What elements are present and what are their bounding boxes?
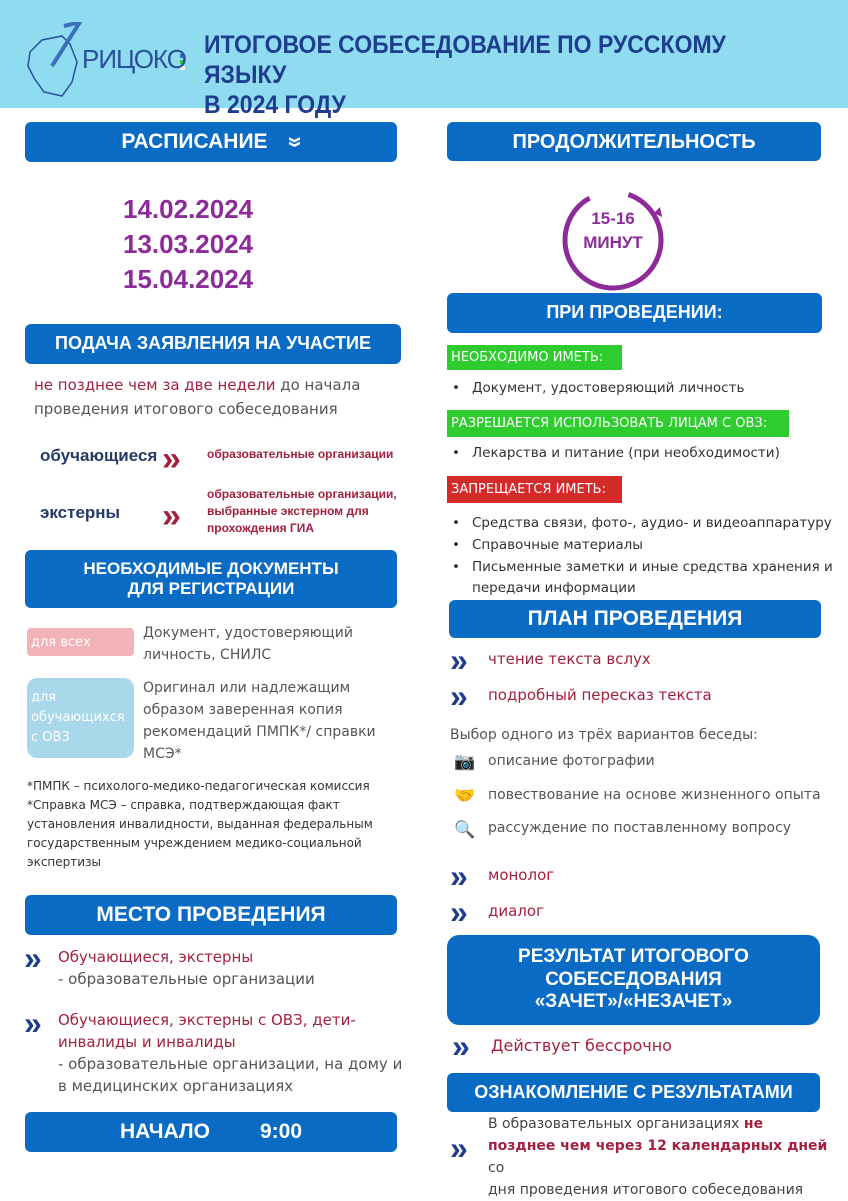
double-chevron-icon: » <box>450 1130 468 1166</box>
chevron-down-icon: » <box>279 136 311 148</box>
where-text: образовательные организации, выбранные экстерном для прохождения ГИА <box>207 487 397 535</box>
double-chevron-icon: » <box>450 678 468 714</box>
double-chevron-icon: » <box>24 940 42 976</box>
who-label: обучающиеся <box>40 446 158 465</box>
documents-header: НЕОБХОДИМЫЕ ДОКУМЕНТЫ ДЛЯ РЕГИСТРАЦИИ <box>25 550 397 608</box>
camera-icon: 📷 <box>454 752 476 771</box>
allowed-label: РАЗРЕШАЕТСЯ ИСПОЛЬЗОВАТЬ ЛИЦАМ С ОВЗ: <box>447 410 789 437</box>
page-title: ИТОГОВОЕ СОБЕСЕДОВАНИЕ ПО РУССКОМУ ЯЗЫКУ В 2024 ГОДУ <box>204 31 726 119</box>
plan-step: подробный пересказ текста <box>488 686 712 704</box>
result-validity: Действует бессрочно <box>491 1036 672 1055</box>
option-item: рассуждение по поставленному вопросу <box>488 820 792 836</box>
application-header: ПОДАЧА ЗАЯВЛЕНИЯ НА УЧАСТИЕ <box>25 324 401 364</box>
double-chevron-icon: » <box>450 858 468 894</box>
tag-all: для всех <box>27 628 134 656</box>
who-label: экстерны <box>40 503 121 522</box>
handshake-icon: 🤝 <box>454 786 476 805</box>
duration-header: ПРОДОЛЖИТЕЛЬНОСТЬ <box>447 122 821 161</box>
conduct-header: ПРИ ПРОВЕДЕНИИ: <box>447 293 822 333</box>
duration-value: 15-16 МИНУТ <box>583 209 643 252</box>
double-chevron-icon: » <box>450 894 468 930</box>
double-chevron-icon: » <box>162 497 181 535</box>
schedule-header: РАСПИСАНИЕ » <box>25 122 397 162</box>
forbidden-label: ЗАПРЕЩАЕТСЯ ИМЕТЬ: <box>447 476 622 503</box>
date: 15.04.2024 <box>123 264 254 294</box>
plan-step: монолог <box>488 866 555 884</box>
choice-label: Выбор одного из трёх вариантов беседы: <box>450 727 758 743</box>
result-header: РЕЗУЛЬТАТ ИТОГОВОГО СОБЕСЕДОВАНИЯ «ЗАЧЕТ»/«НЕЗАЧЕТ» <box>447 935 820 1025</box>
logo-text: РИЦОКО <box>82 44 186 74</box>
bullet-item: • Средства связи, фото-, аудио- и видеоаппаратуру <box>446 513 832 534</box>
application-deadline: не позднее чем за две недели до начала проведения итогового собеседования <box>34 376 361 418</box>
where-text: образовательные организации <box>207 447 394 461</box>
double-chevron-icon: » <box>452 1028 470 1064</box>
bullet-item: • Лекарства и питание (при необходимости) <box>446 443 780 464</box>
must-have-label: НЕОБХОДИМО ИМЕТЬ: <box>447 345 622 370</box>
double-chevron-icon: » <box>162 440 181 478</box>
document-text: Оригинал или надлежащим образом заверенная копия рекомендаций ПМПК*/ справки МСЭ* <box>143 680 376 762</box>
date: 13.03.2024 <box>123 229 254 259</box>
place-item: Обучающиеся, экстерны - образовательные организации <box>58 948 315 988</box>
review-header: ОЗНАКОМЛЕНИЕ С РЕЗУЛЬТАТАМИ <box>447 1073 820 1112</box>
review-text: В образовательных организациях не позднее чем через 12 календарных дней со дня проведения итогового собеседования <box>488 1116 828 1198</box>
place-item: Обучающиеся, экстерны с ОВЗ, дети-инвалиды и инвалиды - образовательные организации, на дому и в медицинских организациях <box>58 1011 403 1095</box>
double-chevron-icon: » <box>24 1005 42 1041</box>
plan-step: диалог <box>488 902 544 920</box>
plan-header: ПЛАН ПРОВЕДЕНИЯ <box>449 600 821 638</box>
option-item: повествование на основе жизненного опыта <box>488 787 821 803</box>
magnifier-question-icon: 🔍 <box>454 820 476 839</box>
bullet-item: • Справочные материалы <box>446 535 643 556</box>
date: 14.02.2024 <box>123 194 254 224</box>
bullet-item: • Документ, удостоверяющий личность <box>446 378 744 399</box>
place-header: МЕСТО ПРОВЕДЕНИЯ <box>25 895 397 935</box>
footnotes: *ПМПК – психолого-медико-педагогическая комиссия *Справка МСЭ – справка, подтверждающая факт установления инвалидности, выданная федеральным государственным учреждением медико-социальной экспертизы <box>27 779 373 869</box>
plan-step: чтение текста вслух <box>488 650 651 668</box>
bullet-item: • Письменные заметки и иные средства хранения и передачи информации <box>446 557 836 599</box>
option-item: описание фотографии <box>488 753 655 769</box>
tag-ovz: для обучающихся с ОВЗ <box>27 678 134 758</box>
double-chevron-icon: » <box>450 642 468 678</box>
start-time-bar: НАЧАЛО 9:00 <box>25 1112 397 1152</box>
document-text: Документ, удостоверяющий личность, СНИЛС <box>143 625 353 663</box>
